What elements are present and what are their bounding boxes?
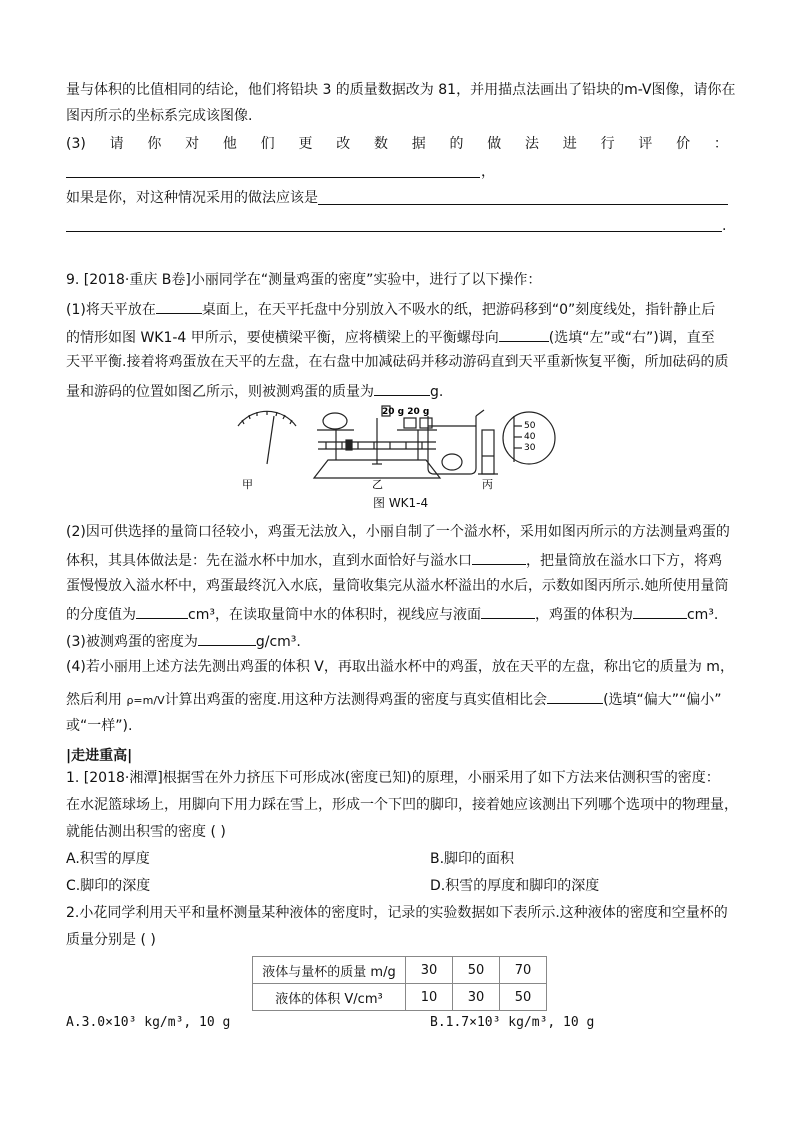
q9-l2b: 桌面上，在天平托盘中分别放入不吸水的纸，把游码移到“0”刻度线处，指针静止后 bbox=[201, 302, 716, 318]
q3-char: 改 bbox=[336, 136, 351, 152]
prev-line-4-tail: ， bbox=[481, 164, 495, 180]
scale-tick-50: 50 bbox=[524, 421, 536, 431]
hq1-line-3: 就能估测出积雪的密度 ( ) bbox=[66, 824, 226, 840]
table-cell: 50 bbox=[453, 957, 500, 984]
q9-p3-line bbox=[66, 630, 301, 652]
q9-p2-l4d: cm³. bbox=[686, 607, 719, 623]
data-table bbox=[252, 956, 547, 1011]
scale-dial-icon bbox=[238, 411, 296, 464]
q9-p2-line-3: 蛋慢慢放入溢水杯中，鸡蛋最终沉入水底，量筒收集完从溢水杯溢出的水后，示数如图丙所示.她所使用量筒 bbox=[66, 578, 729, 594]
q3-char: 数 bbox=[373, 136, 388, 152]
q9-p4-line-3: 或“一样”). bbox=[66, 718, 133, 734]
figure-drawing bbox=[232, 404, 562, 490]
q9-line-2 bbox=[66, 298, 715, 320]
table-row bbox=[253, 957, 547, 984]
table-row bbox=[253, 984, 547, 1011]
q9-p4-l2c: (选填“偏大”“偏小” bbox=[603, 692, 722, 708]
prev-line-2: 图丙所示的坐标系完成该图像. bbox=[66, 108, 253, 124]
scale-tick-30: 30 bbox=[524, 443, 536, 453]
prev-line-3 bbox=[66, 134, 728, 154]
hq1-option-c[interactable]: C.脚印的深度 bbox=[66, 878, 151, 894]
q9-l3b: (选填“左”或“右”)调，直至 bbox=[548, 330, 715, 346]
measuring-cylinder-icon bbox=[478, 412, 555, 474]
weights-label: 20 g 20 g bbox=[382, 407, 430, 417]
q9-p2-l4a: 的分度值为 bbox=[66, 607, 136, 623]
q3-char: 对 bbox=[185, 136, 200, 152]
q9-l2a: (1)将天平放在 bbox=[66, 302, 156, 318]
prev-line-5-text: 如果是你，对这种情况采用的做法应该是 bbox=[66, 190, 318, 206]
table-row-label: 液体与量杯的质量 m/g bbox=[253, 957, 406, 984]
q9-line-4: 天平平衡.接着将鸡蛋放在天平的左盘，在右盘中加减砝码并移动游码直到天平重新恢复平衡，所加砝码的质 bbox=[66, 354, 729, 370]
q9-p2-l4b: cm³，在读取量筒中水的体积时，视线应与液面 bbox=[188, 607, 481, 623]
q3-char: 评 bbox=[638, 136, 653, 152]
q9-line-1: 9. [2018·重庆 B卷]小丽同学在“测量鸡蛋的密度”实验中，进行了以下操作： bbox=[66, 272, 542, 288]
answer-blank-water-level[interactable] bbox=[472, 549, 526, 565]
q9-p2-l2b: ，把量筒放在溢水口下方，将鸡 bbox=[526, 553, 722, 569]
figure-caption: 图 WK1-4 bbox=[373, 496, 429, 510]
table-cell: 50 bbox=[500, 984, 547, 1011]
q9-l3a: 的情形如图 WK1-4 甲所示，要使横梁平衡，应将横梁上的平衡螺母向 bbox=[66, 330, 499, 346]
label-yi: 乙 bbox=[372, 478, 383, 490]
answer-blank-q3[interactable] bbox=[66, 177, 480, 178]
table-cell: 30 bbox=[406, 957, 453, 984]
table-cell: 10 bbox=[406, 984, 453, 1011]
q3-char: 的 bbox=[449, 136, 464, 152]
answer-blank-direction[interactable] bbox=[499, 326, 549, 342]
answer-blank-approach[interactable] bbox=[318, 204, 728, 205]
answer-blank-egg-mass[interactable] bbox=[374, 380, 430, 396]
hq2-line-2: 质量分别是 ( ) bbox=[66, 932, 156, 948]
q9-p4-l2b: 计算出鸡蛋的密度.用这种方法测得鸡蛋的密度与真实值相比会 bbox=[164, 692, 548, 708]
q3-char: 请 bbox=[109, 136, 124, 152]
q9-p2-l4c: ，鸡蛋的体积为 bbox=[534, 607, 633, 623]
answer-blank-division[interactable] bbox=[136, 603, 188, 619]
answer-blank-egg-density[interactable] bbox=[198, 630, 256, 646]
hq1-line-1: 1. [2018·湘潭]根据雪在外力挤压下可形成冰(密度已知)的原理，小丽采用了如下方法来估测积雪的密度： bbox=[66, 770, 720, 786]
q3-char: 据 bbox=[411, 136, 426, 152]
q3-char: 们 bbox=[260, 136, 275, 152]
q9-l5a: 量和游码的位置如图乙所示，则被测鸡蛋的质量为 bbox=[66, 384, 374, 400]
table-cell: 30 bbox=[453, 984, 500, 1011]
q3-char: 法 bbox=[525, 136, 540, 152]
q9-p2-line-1: (2)因可供选择的量筒口径较小，鸡蛋无法放入，小丽自制了一个溢水杯，采用如图丙所示的方法测量鸡蛋的 bbox=[66, 524, 730, 540]
answer-blank-approach-2[interactable] bbox=[66, 231, 722, 232]
q9-p4-line-2 bbox=[66, 688, 722, 711]
prev-line-1: 量与体积的比值相同的结论，他们将铅块 3 的质量数据改为 81，并用描点法画出了铅块的m-V图像，请你在 bbox=[66, 82, 736, 98]
q9-p4-line-1: (4)若小丽用上述方法先测出鸡蛋的体积 V，再取出溢水杯中的鸡蛋，放在天平的左盘，称出它的质量为 m， bbox=[66, 659, 734, 675]
q3-char: ： bbox=[713, 136, 728, 152]
overflow-cup-icon bbox=[428, 410, 484, 474]
q9-p2-line-2 bbox=[66, 549, 722, 571]
hq1-option-a[interactable]: A.积雪的厚度 bbox=[66, 851, 150, 867]
table-row-label: 液体的体积 V/cm³ bbox=[253, 984, 406, 1011]
q9-line-5 bbox=[66, 380, 443, 402]
q9-p2-line-4 bbox=[66, 603, 718, 625]
q9-p2-l2a: 体积，其具体做法是：先在溢水杯中加水，直到水面恰好与溢水口 bbox=[66, 553, 472, 569]
q3-char: 进 bbox=[562, 136, 577, 152]
q9-p4-l2a: 然后利用 bbox=[66, 692, 122, 708]
q3-char: 他 bbox=[222, 136, 237, 152]
q9-line-3 bbox=[66, 326, 715, 348]
density-formula: ρ=m/V bbox=[126, 694, 165, 707]
hq1-option-b[interactable]: B.脚印的面积 bbox=[430, 851, 515, 867]
q9-p3b: g/cm³. bbox=[255, 634, 301, 650]
answer-blank-surface[interactable] bbox=[156, 298, 202, 314]
figure-wk1-4 bbox=[232, 404, 562, 490]
q9-p3a: (3)被测鸡蛋的密度为 bbox=[66, 634, 198, 650]
q3-char: 行 bbox=[600, 136, 615, 152]
hq2-option-b[interactable]: B.1.7×10³ kg/m³, 10 g bbox=[430, 1015, 595, 1030]
hq2-line-1: 2.小花同学利用天平和量杯测量某种液体的密度时，记录的实验数据如下表所示.这种液体的密度和空量杯的 bbox=[66, 905, 728, 921]
prev-line-6-tail: . bbox=[722, 218, 727, 234]
table-cell: 70 bbox=[500, 957, 547, 984]
hq2-option-a[interactable]: A.3.0×10³ kg/m³, 10 g bbox=[66, 1015, 231, 1030]
answer-blank-egg-volume[interactable] bbox=[633, 603, 687, 619]
q3-char: (3) bbox=[66, 136, 86, 152]
prev-line-5 bbox=[66, 188, 318, 208]
hq1-option-d[interactable]: D.积雪的厚度和脚印的深度 bbox=[430, 878, 600, 894]
q3-char: 你 bbox=[147, 136, 162, 152]
section-title: |走进重高| bbox=[66, 748, 133, 764]
q9-l5b: g. bbox=[430, 384, 444, 400]
q3-char: 更 bbox=[298, 136, 313, 152]
label-jia: 甲 bbox=[242, 478, 253, 490]
hq1-line-2: 在水泥篮球场上，用脚向下用力踩在雪上，形成一个下凹的脚印，接着她应该测出下列哪个选项中的物理量， bbox=[66, 797, 738, 813]
q3-char: 做 bbox=[487, 136, 502, 152]
q3-char: 价 bbox=[676, 136, 691, 152]
answer-blank-bias[interactable] bbox=[547, 688, 603, 704]
scale-tick-40: 40 bbox=[524, 432, 536, 442]
answer-blank-sightline[interactable] bbox=[481, 603, 535, 619]
label-bing: 丙 bbox=[482, 478, 493, 490]
